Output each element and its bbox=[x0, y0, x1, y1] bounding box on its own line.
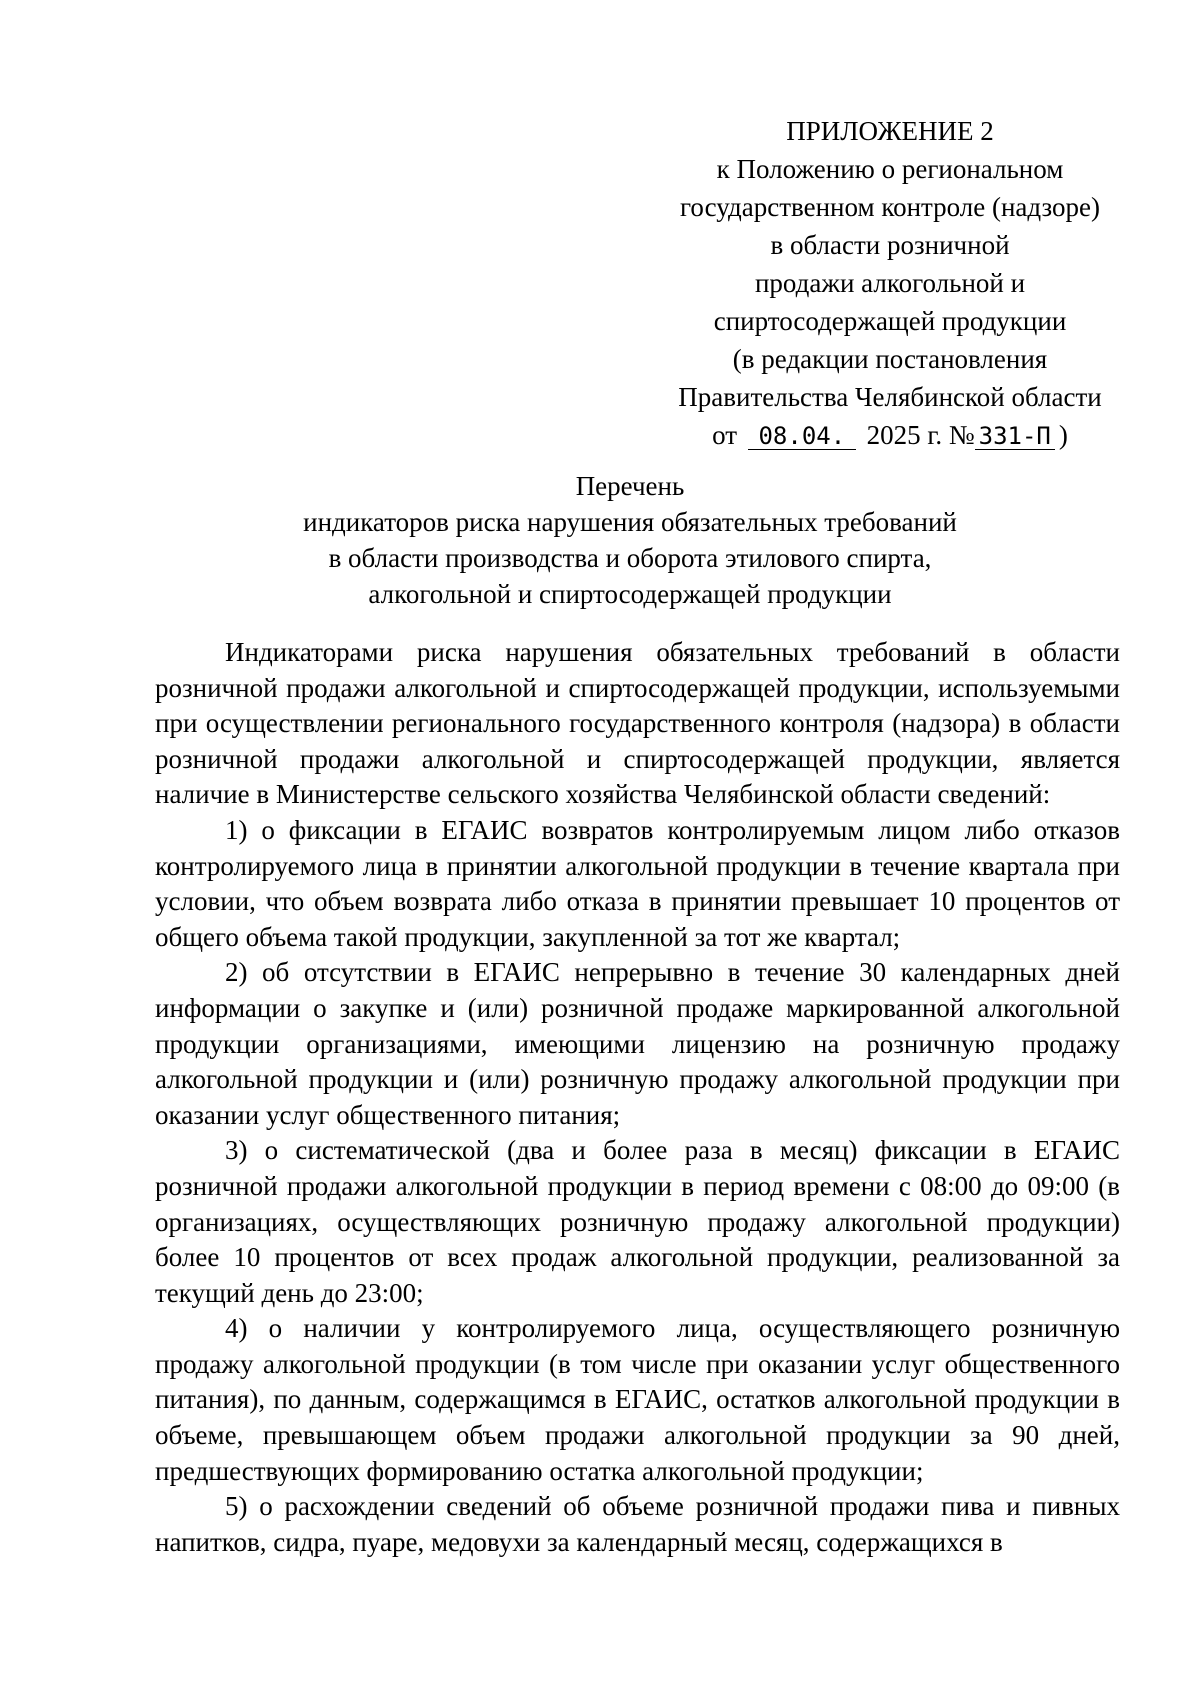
list-item: 4) о наличии у контролируемого лица, осуществляющего розничную продажу алкогольной продукции (в том числе при оказании услуг общественного питания), по данным, содержащимся в ЕГАИС, остатков алкогольной продукции в объеме, превышающем объем продажи алкогольной продукции за 90 дней, предшествующих формированию остатка алкогольной продукции; bbox=[155, 1313, 1120, 1486]
appendix-title: ПРИЛОЖЕНИЕ 2 bbox=[786, 116, 994, 146]
appendix-line: (в редакции постановления bbox=[732, 344, 1048, 374]
appendix-line: спиртосодержащей продукции bbox=[713, 306, 1067, 336]
closing-paren: ) bbox=[1058, 420, 1068, 450]
appendix-date-line bbox=[660, 416, 1120, 454]
appendix-line: государственном контроле (надзоре) bbox=[680, 192, 1100, 222]
list-item: 2) об отсутствии в ЕГАИС непрерывно в течение 30 календарных дней информации о закупке и (или) розничной продаже маркированной алкогольной продукции организациями, имеющими лицензию на розничную продажу алкогольной продукции и (или) розничную продажу алкогольной продукции при оказании услуг общественного питания; bbox=[155, 957, 1120, 1130]
title-line: в области производства и оборота этилового спирта, bbox=[328, 543, 932, 573]
body-paragraph: Индикаторами риска нарушения обязательных требований в области розничной продажи алкогольной и спиртосодержащей продукции, используемыми при осуществлении регионального государственного контроля (надзора) в области розничной продажи алкогольной и спиртосодержащей продукции, является наличие в Министерстве сельского хозяйства Челябинской области сведений: bbox=[155, 637, 1120, 810]
list-item: 1) о фиксации в ЕГАИС возвратов контролируемым лицом либо отказов контролируемого лица в принятии алкогольной продукции в течение квартала при условии, что объем возврата либо отказа в принятии превышает 10 процентов от общего объема такой продукции, закупленной за тот же квартал; bbox=[155, 814, 1120, 952]
appendix-line: Правительства Челябинской области bbox=[678, 382, 1102, 412]
appendix-line: к Положению о региональном bbox=[716, 154, 1064, 184]
list-item: 3) о систематической (два и более раза в месяц) фиксации в ЕГАИС розничной продажи алкогольной продукции в период времени с 08:00 до 09:00 (в организациях, осуществляющих розничную продажу алкогольной продукции) более 10 процентов от всех продаж алкогольной продукции, реализованной за текущий день до 23:00; bbox=[155, 1135, 1120, 1308]
number-field: 331-П bbox=[975, 423, 1055, 450]
date-field: 08.04. bbox=[748, 423, 856, 450]
document-body bbox=[155, 635, 1120, 1560]
date-prefix: от bbox=[712, 420, 738, 450]
title-line: алкогольной и спиртосодержащей продукции bbox=[368, 579, 892, 609]
list-item: 5) о расхождении сведений об объеме розничной продажи пива и пивных напитков, сидра, пуаре, медовухи за календарный месяц, содержащихся в bbox=[155, 1491, 1120, 1557]
title-line: Перечень bbox=[575, 471, 685, 501]
appendix-line: в области розничной bbox=[770, 230, 1010, 260]
title-line: индикаторов риска нарушения обязательных требований bbox=[303, 507, 957, 537]
appendix-header bbox=[660, 112, 1120, 454]
document-title bbox=[150, 468, 1110, 612]
appendix-line: продажи алкогольной и bbox=[754, 268, 1026, 298]
year-text: 2025 г. № bbox=[866, 420, 975, 450]
